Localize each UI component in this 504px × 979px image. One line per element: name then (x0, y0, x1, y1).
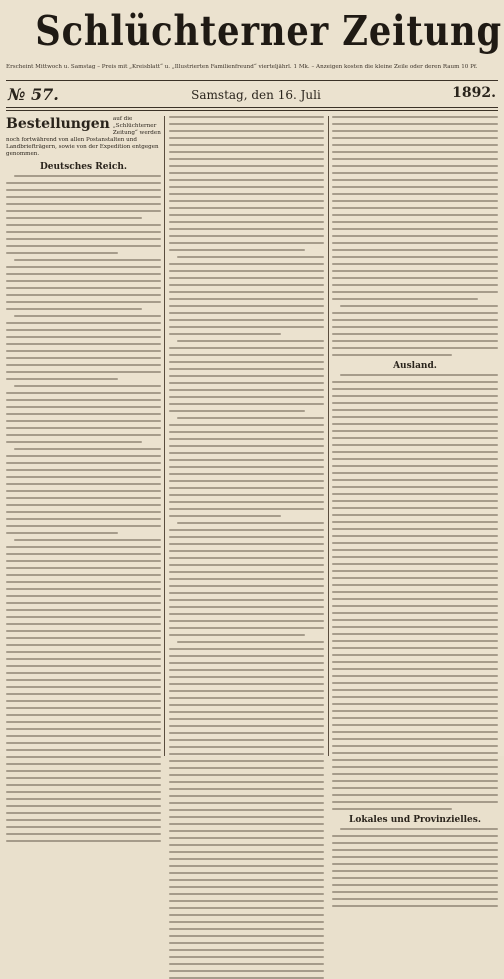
section-heading-abroad: Ausland. (393, 361, 437, 371)
subscription-info: Erscheint Mittwoch u. Samstag – Preis mit „Kreisblatt“ u. „Illustrierten Familienfreund“ vierteljährl. 1 Mk. – Anzeigen kosten die kleine Zeile oder deren Raum 10 Pf. (6, 64, 478, 70)
header-rule-2 (6, 110, 498, 111)
dateline (6, 83, 498, 105)
article-text-block (169, 116, 324, 979)
column-1 (6, 116, 161, 756)
top-rule (6, 80, 498, 81)
section-heading-german-empire: Deutsches Reich. (39, 162, 128, 172)
issue-year: 1892. (452, 85, 496, 101)
article-text-block (332, 116, 498, 356)
issue-number: № 57. (8, 85, 59, 104)
article-text-block (332, 374, 498, 810)
issue-date: Samstag, den 16. Juli (191, 88, 321, 102)
subscription-notice-text: auf die „Schlüchterner Zeitung“ werden noch fortwährend von allen Postanstalten und Landbriefträgern, sowie von der Expedition entgegen genommen. (6, 116, 161, 157)
article-text-block (6, 175, 161, 842)
header-rule-1 (6, 107, 498, 108)
subscription-notice (6, 116, 161, 158)
column-divider-2 (328, 116, 329, 756)
section-heading-local: Lokales und Provinzielles. (349, 815, 481, 825)
column-divider-1 (164, 116, 165, 756)
subscription-heading: Bestellungen (6, 116, 110, 132)
column-3 (332, 116, 498, 825)
masthead (0, 0, 504, 62)
article-text-block (332, 828, 498, 907)
column-2 (169, 116, 324, 756)
newspaper-title: Schlüchterner Zeitung (35, 7, 503, 55)
